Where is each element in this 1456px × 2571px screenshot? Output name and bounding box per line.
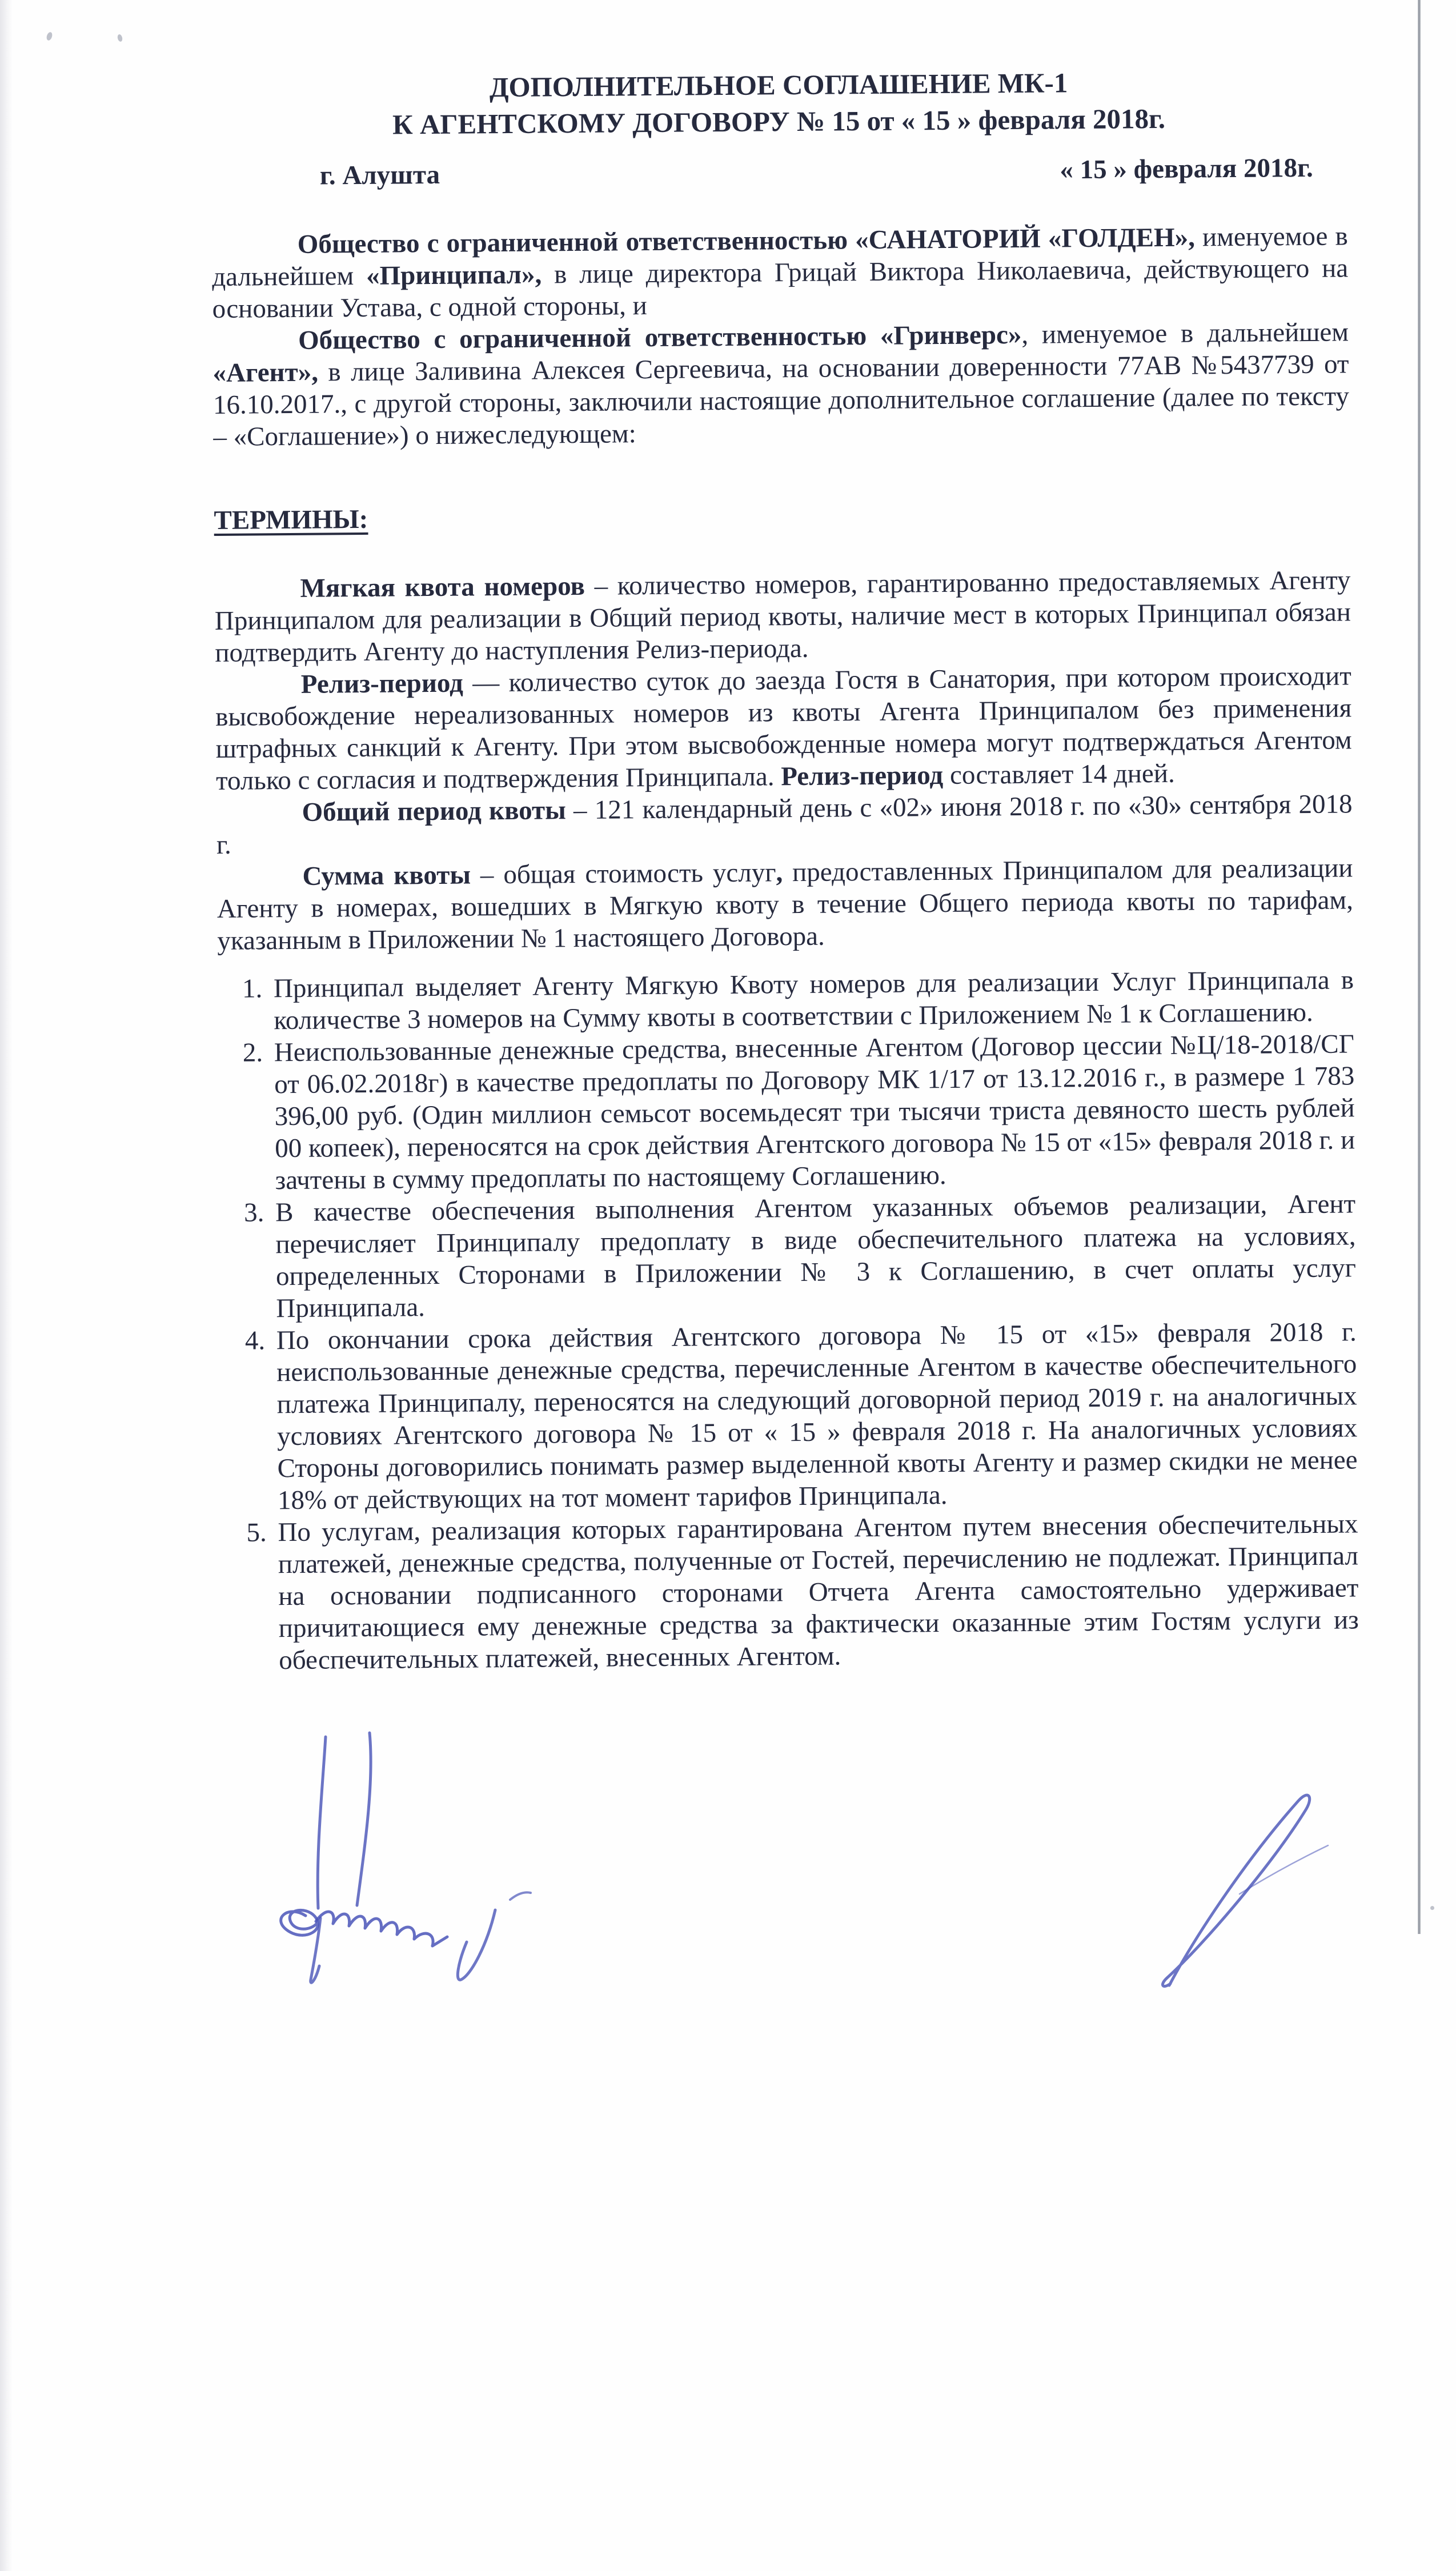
clause-item-4: 4. По окончании срока действия Агентского договора № 15 от «15» февраля 2018 г. неиспользованные денежные средства, перечисленные Агентом в качестве обеспечительного платежа Принципалу, переносятся на следующий договорной период 2019 г. на аналогичных условиях Агентского договора № 15 от « 15 » февраля 2018 г. На аналогичных условиях Стороны договорились понимать размер выделенной квоты Агенту и размер скидки не менее 18% от действующих на тот момент тарифов Принципала. xyxy=(272,1316,1358,1516)
clause-item-1: 1. Принципал выделяет Агенту Мягкую Квоту номеров для реализации Услуг Принципала в количестве 3 номеров на Сумму квоты в соответствии с Приложением № 1 к Соглашению. xyxy=(269,964,1354,1036)
clauses-list xyxy=(218,964,1359,1677)
clause-item-3: 3. В качестве обеспечения выполнения Агентом указанных объемов реализации, Агент перечисляет Принципалу предоплату в виде обеспечительного платежа на условиях, определенных Сторонами в Приложении № 3 к Соглашению, в счет оплаты услуг Принципала. xyxy=(271,1188,1357,1324)
document-place: г. Алушта xyxy=(319,159,440,191)
document-title xyxy=(210,62,1347,145)
left-signature xyxy=(243,1717,540,2003)
title-line-1: ДОПОЛНИТЕЛЬНОЕ СОГЛАШЕНИЕ МК-1 xyxy=(489,67,1068,103)
title-line-2: К АГЕНТСКОМУ ДОГОВОРУ № 15 от « 15 » февраля 2018г. xyxy=(392,102,1166,141)
right-signature xyxy=(1134,1765,1351,2005)
term-quota-sum: Сумма квоты – общая стоимость услуг, предоставленных Принципалом для реализации Агенту в номерах, вошедших в Мягкую квоту в течение Общего периода квоты по тарифам, указанным в Приложении № 1 настоящего Договора. xyxy=(216,853,1354,956)
place-date-row xyxy=(211,151,1347,193)
term-release-period: Релиз-период — количество суток до заезда Гостя в Санатория, при котором происходит высвобождение нереализованных номеров из квоты Агента Принципалом без применения штрафных санкций к Агенту. При этом высвобожденные номера могут подтверждаться Агентом только с согласия и подтверждения Принципала. Релиз-период составляет 14 дней. xyxy=(215,661,1352,796)
intro-paragraph-principal: Общество с ограниченной ответственностью «САНАТОРИЙ «ГОЛДЕН», именуемое в дальнейшем «Принципал», в лице директора Грицай Виктора Николаевича, действующего на основании Устава, с одной стороны, и xyxy=(212,221,1349,325)
term-total-quota-period: Общий период квоты – 121 календарный день с «02» июня 2018 г. по «30» сентября 2018 г. xyxy=(216,789,1353,860)
term-soft-quota: Мягкая квота номеров – количество номеров, гарантированно предоставляемых Агенту Принципалом для реализации в Общий период квоты, наличие мест в которых Принципал обязан подтвердить Агенту до наступления Релиз-периода. xyxy=(214,565,1351,668)
clause-item-2: 2. Неиспользованные денежные средства, внесенные Агентом (Договор цессии №Ц/18-2018/СГ от 06.02.2018г) в качестве предоплаты по Договору МК 1/17 от 13.12.2016 г., в размере 1 783 396,00 руб. (Один миллион семьсот восемьдесят три тысячи триста девяносто шесть рублей 00 копеек), переносятся на срок действия Агентского договора № 15 от «15» февраля 2018 г. и зачтены в сумму предоплаты по настоящему Соглашению. xyxy=(270,1028,1355,1196)
clause-item-5: 5. По услугам, реализация которых гарантирована Агентом путем внесения обеспечительных платежей, денежные средства, полученные от Гостей, перечислению не подлежат. Принципал на основании подписанного сторонами Отчета Агента самостоятельно удерживает причитающиеся ему денежные средства за фактически оказанные этим Гостям услуги из обеспечительных платежей, внесенных Агентом. xyxy=(273,1508,1359,1676)
intro-paragraph-agent: Общество с ограниченной ответственностью «Гринверс», именуемое в дальнейшем «Агент», в лице Заливина Алексея Сергеевича, на основании доверенности 77АВ №5437739 от 16.10.2017., с другой стороны, заключили настоящие дополнительное соглашение (далее по тексту – «Соглашение») о нижеследующем: xyxy=(212,317,1350,452)
terms-heading: ТЕРМИНЫ: xyxy=(214,504,368,536)
document-date: « 15 » февраля 2018г. xyxy=(1060,153,1313,185)
scan-speck xyxy=(1430,1906,1434,1910)
